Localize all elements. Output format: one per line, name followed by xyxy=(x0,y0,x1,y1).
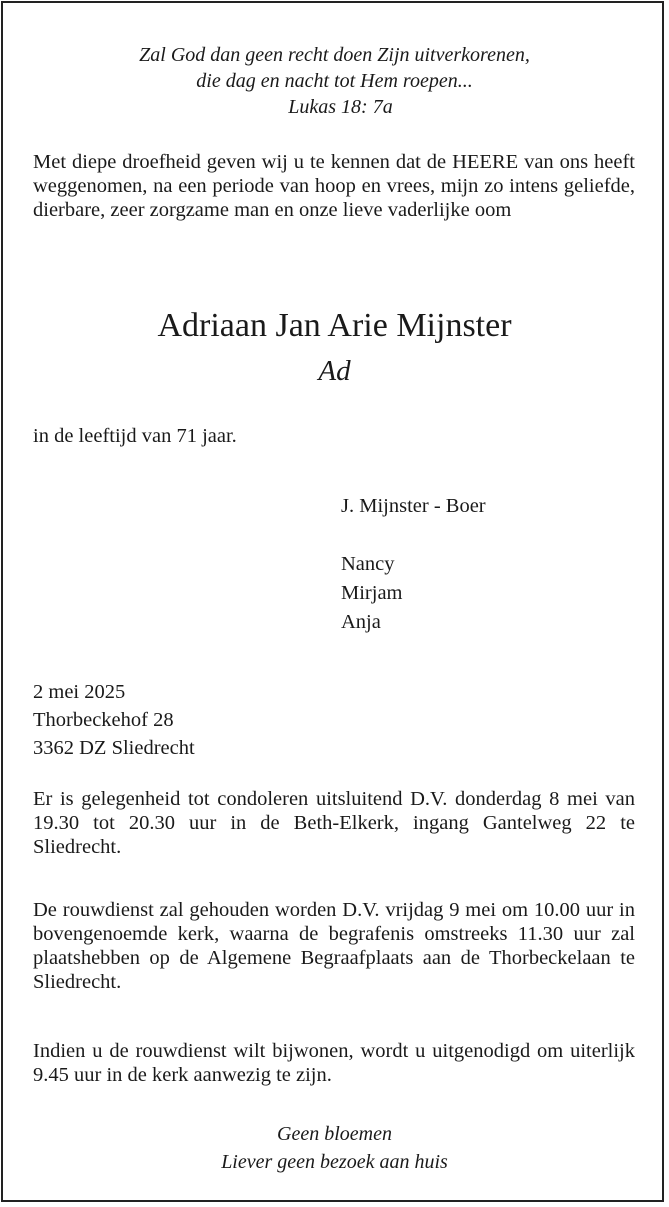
address-postal-city: 3362 DZ Sliedrecht xyxy=(33,737,195,759)
address-block xyxy=(33,678,635,762)
family-signatories xyxy=(341,492,486,637)
service-paragraph: De rouwdienst zal gehouden worden D.V. vrijdag 9 mei om 10.00 uur in bovengenoemde kerk, waarna de begrafenis omstreeks 11.30 uur zal plaatshebben op de Algemene Begraafplaats aan de Thorbeckelaan te Sliedrecht. xyxy=(33,899,635,993)
nieces-list xyxy=(341,550,486,637)
verse-line-2: die dag en nacht tot Hem roepen... xyxy=(196,70,473,92)
deceased-full-name: Adriaan Jan Arie Mijnster xyxy=(157,307,512,344)
address-street: Thorbeckehof 28 xyxy=(33,709,174,731)
condolence-paragraph: Er is gelegenheid tot condoleren uitsluitend D.V. donderdag 8 mei van 19.30 tot 20.30 uur in de Beth-Elkerk, ingang Gantelweg 22 te Sliedrecht. xyxy=(33,788,635,858)
verse-reference: Lukas 18: 7a xyxy=(288,96,393,118)
closing-notes xyxy=(0,1120,669,1176)
attendance-paragraph: Indien u de rouwdienst wilt bijwonen, wordt u uitgenodigd om uiterlijk 9.45 uur in de kerk aanwezig te zijn. xyxy=(33,1040,635,1086)
deceased-nickname: Ad xyxy=(318,355,351,387)
age-text: in de leeftijd van 71 jaar. xyxy=(33,425,237,447)
closing-line-1: Geen bloemen xyxy=(277,1123,392,1145)
verse-line-1: Zal God dan geen recht doen Zijn uitverkorenen, xyxy=(139,44,530,66)
spouse-name: J. Mijnster - Boer xyxy=(341,495,486,517)
niece-name: Nancy xyxy=(341,553,395,575)
announcement-date: 2 mei 2025 xyxy=(33,681,126,703)
closing-line-2: Liever geen bezoek aan huis xyxy=(221,1151,448,1173)
niece-name: Anja xyxy=(341,611,381,633)
intro-paragraph: Met diepe droefheid geven wij u te kennen dat de HEERE van ons heeft weggenomen, na een periode van hoop en vrees, mijn zo intens geliefde, dierbare, zeer zorgzame man en onze lieve vaderlijke oom xyxy=(33,151,635,221)
niece-name: Mirjam xyxy=(341,582,403,604)
bible-verse xyxy=(0,42,669,120)
